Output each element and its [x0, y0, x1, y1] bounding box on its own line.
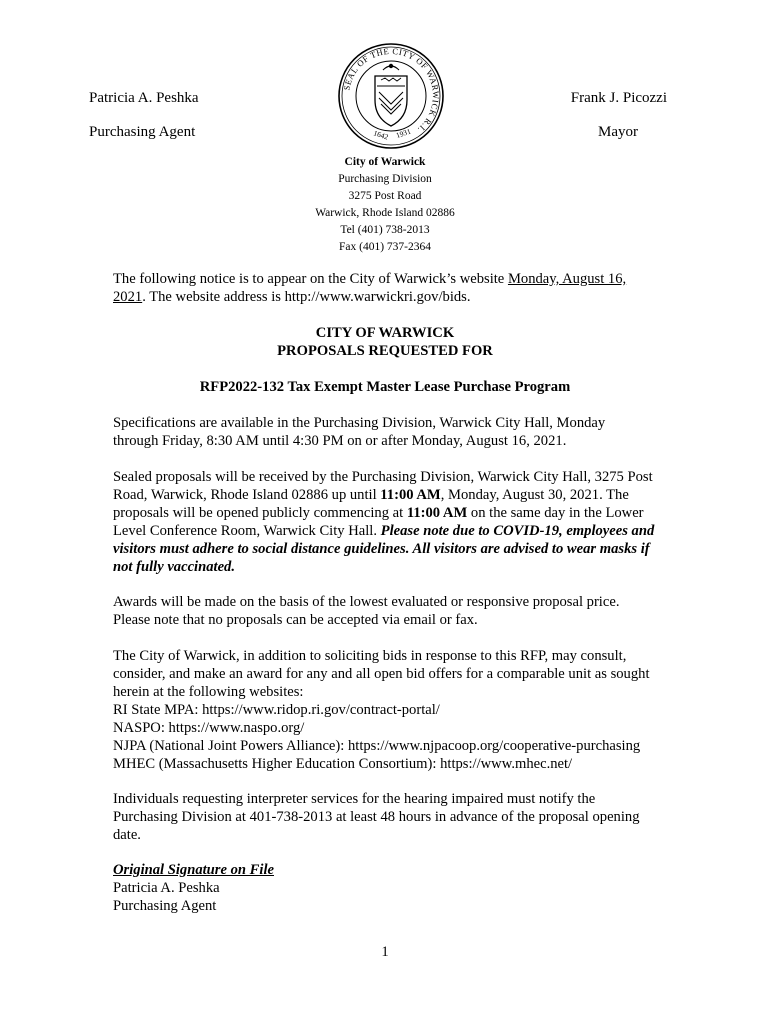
specs-paragraph	[113, 414, 673, 450]
sealed-line2a: Road, Warwick, Rhode Island 02886 up until	[113, 487, 381, 503]
address-city: Warwick, Rhode Island 02886	[315, 207, 455, 219]
website-naspo: NASPO: https://www.naspo.org/	[113, 720, 305, 736]
city-line2: consider, and make an award for any and all open bid offers for a comparable unit as sought	[113, 666, 650, 682]
interp-line2: Purchasing Division at 401-738-2013 at least 48 hours in advance of the proposal opening	[113, 809, 640, 825]
sealed-line2b: , Monday, August 30, 2021. The	[440, 487, 629, 503]
svg-text:1931: 1931	[394, 126, 412, 140]
signature-block	[113, 861, 673, 915]
awards-line1: Awards will be made on the basis of the lowest evaluated or responsive proposal price.	[113, 594, 620, 610]
interp-line1: Individuals requesting interpreter services for the hearing impaired must notify the	[113, 791, 596, 807]
svg-text:SEAL OF THE CITY OF WARWICK R.: SEAL OF THE CITY OF WARWICK R.I.	[341, 45, 442, 136]
address-fax: Fax (401) 737-2364	[339, 241, 431, 253]
sealed-paragraph	[113, 468, 683, 576]
covid-notice-line3: not fully vaccinated.	[113, 559, 236, 575]
notice-intro-prefix: The following notice is to appear on the City of Warwick’s website	[113, 271, 508, 287]
signature-title: Purchasing Agent	[113, 898, 217, 914]
address-block	[0, 154, 770, 256]
page-number: 1	[381, 944, 389, 960]
notice-date-part1: Monday, August 16,	[507, 271, 627, 287]
title-line2: PROPOSALS REQUESTED FOR	[277, 343, 493, 359]
website-mhec: MHEC (Massachusetts Higher Education Consortium): https://www.mhec.net/	[113, 756, 573, 772]
city-seal-logo	[337, 42, 445, 150]
website-ri-state-mpa: RI State MPA: https://www.ridop.ri.gov/contract-portal/	[113, 702, 440, 718]
address-org: City of Warwick	[344, 156, 426, 168]
covid-notice-line1: Please note due to COVID-19, employees and	[380, 523, 655, 539]
sealed-line3b: on the same day in the Lower	[467, 505, 644, 521]
specs-line1: Specifications are available in the Purchasing Division, Warwick City Hall, Monday	[113, 415, 606, 431]
notice-intro	[113, 270, 683, 306]
address-tel: Tel (401) 738-2013	[340, 224, 430, 236]
city-line3: herein at the following websites:	[113, 684, 304, 700]
city-line1: The City of Warwick, in addition to soliciting bids in response to this RFP, may consult,	[113, 648, 627, 664]
specs-line2: through Friday, 8:30 AM until 4:30 PM on or after Monday, August 16, 2021.	[113, 433, 567, 449]
header-right-title: Mayor	[598, 124, 638, 140]
interpreter-paragraph	[113, 790, 673, 844]
notice-intro-suffix: . The website address is http://www.warwickri.gov/bids.	[142, 289, 471, 305]
sealed-line4a: Level Conference Room, Warwick City Hall.	[113, 523, 381, 539]
sealed-line3a: proposals will be opened publicly commencing at	[113, 505, 407, 521]
rfp-title: RFP2022-132 Tax Exempt Master Lease Purchase Program	[199, 379, 571, 395]
sealed-time1: 11:00 AM	[380, 487, 441, 503]
covid-notice-line2: visitors must adhere to social distance guidelines. All visitors are advised to wear masks if	[113, 541, 650, 557]
address-division: Purchasing Division	[338, 173, 432, 185]
awards-paragraph	[113, 593, 673, 629]
sealed-time2: 11:00 AM	[406, 505, 468, 521]
header-left-title: Purchasing Agent	[89, 124, 196, 140]
awards-line2: Please note that no proposals can be accepted via email or fax.	[113, 612, 478, 628]
sealed-line1: Sealed proposals will be received by the Purchasing Division, Warwick City Hall, 3275 Post	[113, 469, 653, 485]
header-right-name: Frank J. Picozzi	[570, 90, 667, 106]
title-line1: CITY OF WARWICK	[315, 325, 455, 341]
address-street: 3275 Post Road	[348, 190, 422, 202]
signature-name: Patricia A. Peshka	[113, 880, 220, 896]
websites-paragraph	[113, 647, 683, 773]
svg-text:1642: 1642	[372, 128, 390, 142]
signature-label: Original Signature on File	[113, 862, 274, 878]
interp-line3: date.	[113, 827, 141, 843]
notice-date-part2: 2021	[113, 289, 143, 305]
website-njpa: NJPA (National Joint Powers Alliance): https://www.njpacoop.org/cooperative-purchasing	[113, 738, 641, 754]
header-left-name: Patricia A. Peshka	[89, 90, 199, 106]
